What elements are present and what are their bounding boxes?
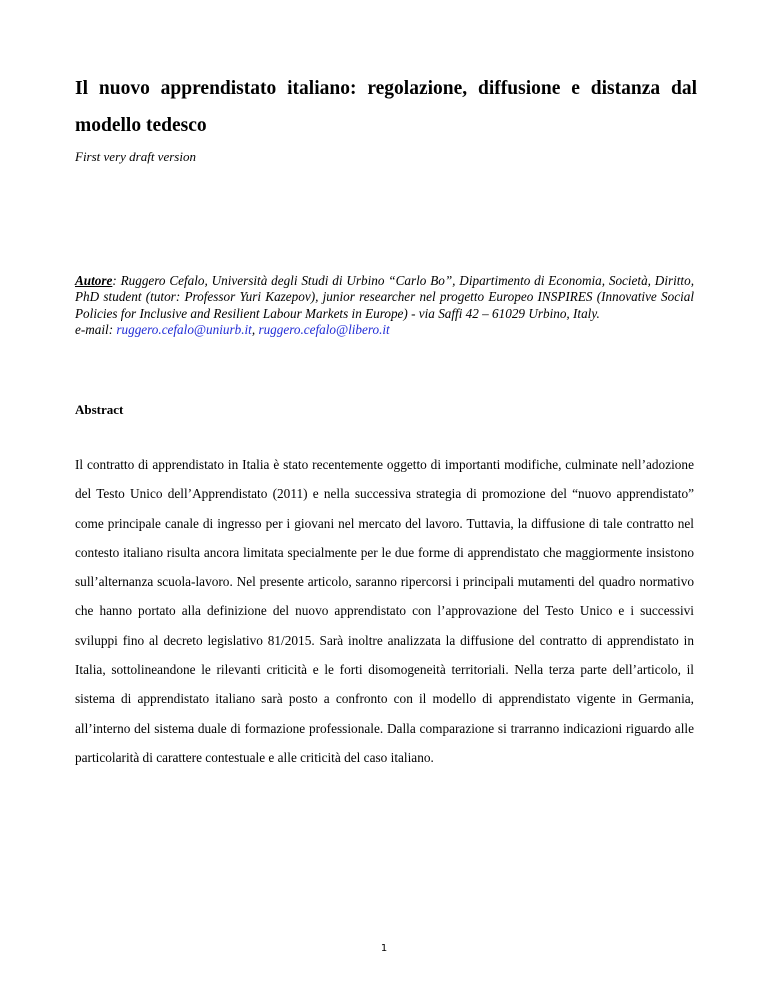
email-separator: ,	[251, 321, 259, 337]
author-info	[75, 273, 694, 338]
abstract-heading: Abstract	[75, 402, 124, 417]
email-label: e-mail:	[75, 321, 117, 337]
email-link-libero[interactable]: ruggero.cefalo@libero.it	[258, 321, 390, 337]
email-line	[75, 322, 694, 338]
page-number: 1	[380, 943, 388, 954]
author-details: : Ruggero Cefalo, Università degli Studi di Urbino “Carlo Bo”, Dipartimento di Economia, Società, Diritto, PhD student (tutor: Professor Yuri Kazepov), junior researcher nel progetto Europeo INSPIRES (Innovative Social Policies for Inclusive and Resilient Labour Markets in Europe) - via Saffi 42 – 61029 Urbino, Italy.	[75, 273, 694, 321]
draft-subtitle: First very draft version	[75, 149, 196, 164]
email-link-uniurb[interactable]: ruggero.cefalo@uniurb.it	[116, 321, 252, 337]
abstract-body: Il contratto di apprendistato in Italia è stato recentemente oggetto di importanti modifiche, culminate nell’adozione del Testo Unico dell’Apprendistato (2011) e nella successiva strategia di promozione del “nuovo apprendistato” come principale canale di ingresso per i giovani nel mercato del lavoro. Tuttavia, la diffusione di tale contratto nel contesto italiano risulta ancora limitata specialmente per le due forme di apprendistato che maggiormente insistono sull’alternanza scuola-lavoro. Nel presente articolo, saranno ripercorsi i principali mutamenti del quadro normativo che hanno portato alla definizione del nuovo apprendistato con l’approvazione del Testo Unico e i successivi sviluppi fino al decreto legislativo 81/2015. Sarà inoltre analizzata la diffusione del contratto di apprendistato in Italia, sottolineandone le rilevanti criticità e le forti disomogeneità territoriali. Nella terza parte dell’articolo, il sistema di apprendistato italiano sarà posto a confronto con il modello di apprendistato vigente in Germania, all’interno del sistema duale di formazione professionale. Dalla comparazione si trarranno indicazioni riguardo alle particolarità di carattere contestuale e alle criticità del caso italiano.	[75, 457, 694, 765]
paper-title: Il nuovo apprendistato italiano: regolazione, diffusione e distanza dal modello tedesco	[75, 78, 697, 136]
author-label: Autore	[75, 273, 113, 288]
